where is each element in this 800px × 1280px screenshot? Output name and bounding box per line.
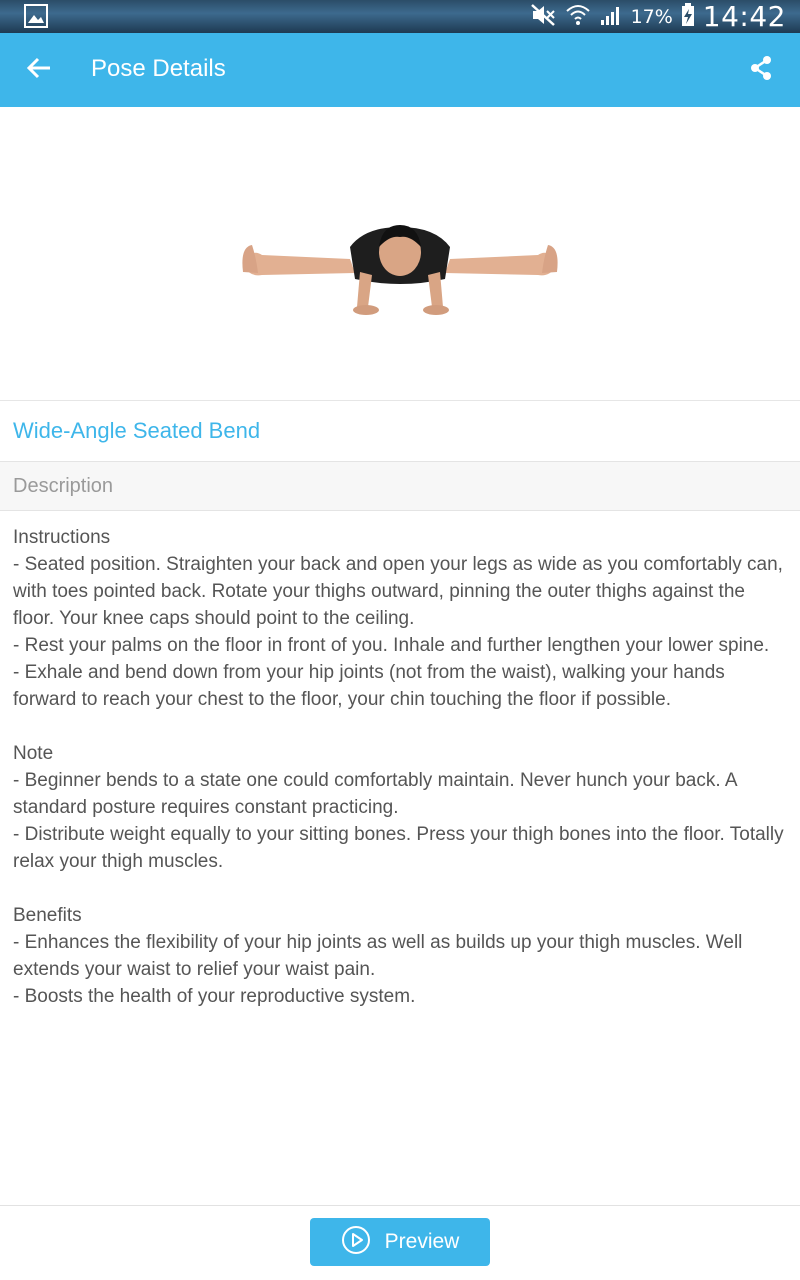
list-item: - Seated position. Straighten your back and open your legs as wide as you comfortably can, with toes pointed back. Rotate your thighs outward, pinning the outer thighs against the floor. Your knee caps should point to the ceiling. bbox=[13, 554, 783, 629]
preview-button[interactable] bbox=[310, 1218, 490, 1266]
list-item: - Rest your palms on the floor in front of you. Inhale and further lengthen your lower spine. bbox=[13, 635, 770, 656]
description-content bbox=[13, 524, 789, 1037]
battery-percent: 17% bbox=[630, 5, 673, 28]
arrow-left-icon bbox=[26, 55, 52, 85]
play-circle-icon bbox=[341, 1225, 371, 1259]
share-button[interactable] bbox=[742, 51, 780, 89]
bottom-bar bbox=[0, 1205, 800, 1280]
preview-label: Preview bbox=[384, 1230, 460, 1253]
list-item: - Beginner bends to a state one could comfortably maintain. Never hunch your back. A standard posture requires constant practicing. bbox=[13, 770, 737, 818]
benefits-section bbox=[13, 902, 789, 1010]
mute-icon bbox=[529, 2, 557, 32]
pose-illustration bbox=[0, 107, 800, 401]
section-title: Benefits bbox=[13, 905, 82, 926]
share-icon bbox=[748, 55, 774, 85]
note-section bbox=[13, 740, 789, 875]
section-title: Instructions bbox=[13, 527, 111, 548]
app-bar bbox=[0, 33, 800, 107]
signal-icon bbox=[599, 3, 623, 31]
list-item: - Boosts the health of your reproductive system. bbox=[13, 986, 416, 1007]
list-item: - Exhale and bend down from your hip joints (not from the waist), walking your hands forward to reach your chest to the floor, your chin touching the floor if possible. bbox=[13, 662, 725, 710]
status-icons bbox=[529, 0, 786, 33]
battery-charging-icon bbox=[681, 3, 695, 31]
description-header bbox=[0, 462, 800, 511]
pose-image-area bbox=[0, 107, 800, 401]
list-item: - Enhances the flexibility of your hip joints as well as builds up your thigh muscles. Well extends your waist to relief your waist pain. bbox=[13, 932, 743, 980]
gallery-icon bbox=[24, 4, 48, 28]
section-title: Note bbox=[13, 743, 54, 764]
back-button[interactable] bbox=[20, 51, 58, 89]
pose-title-row bbox=[0, 402, 800, 462]
list-item: - Distribute weight equally to your sitting bones. Press your thigh bones into the floor. Totally relax your thigh muscles. bbox=[13, 824, 784, 872]
wifi-icon bbox=[565, 2, 591, 32]
pose-name: Wide-Angle Seated Bend bbox=[13, 418, 261, 443]
instructions-section bbox=[13, 524, 789, 713]
status-bar bbox=[0, 0, 800, 33]
status-time: 14:42 bbox=[702, 0, 786, 33]
page-title: Pose Details bbox=[91, 55, 226, 82]
description-label: Description bbox=[13, 475, 114, 497]
